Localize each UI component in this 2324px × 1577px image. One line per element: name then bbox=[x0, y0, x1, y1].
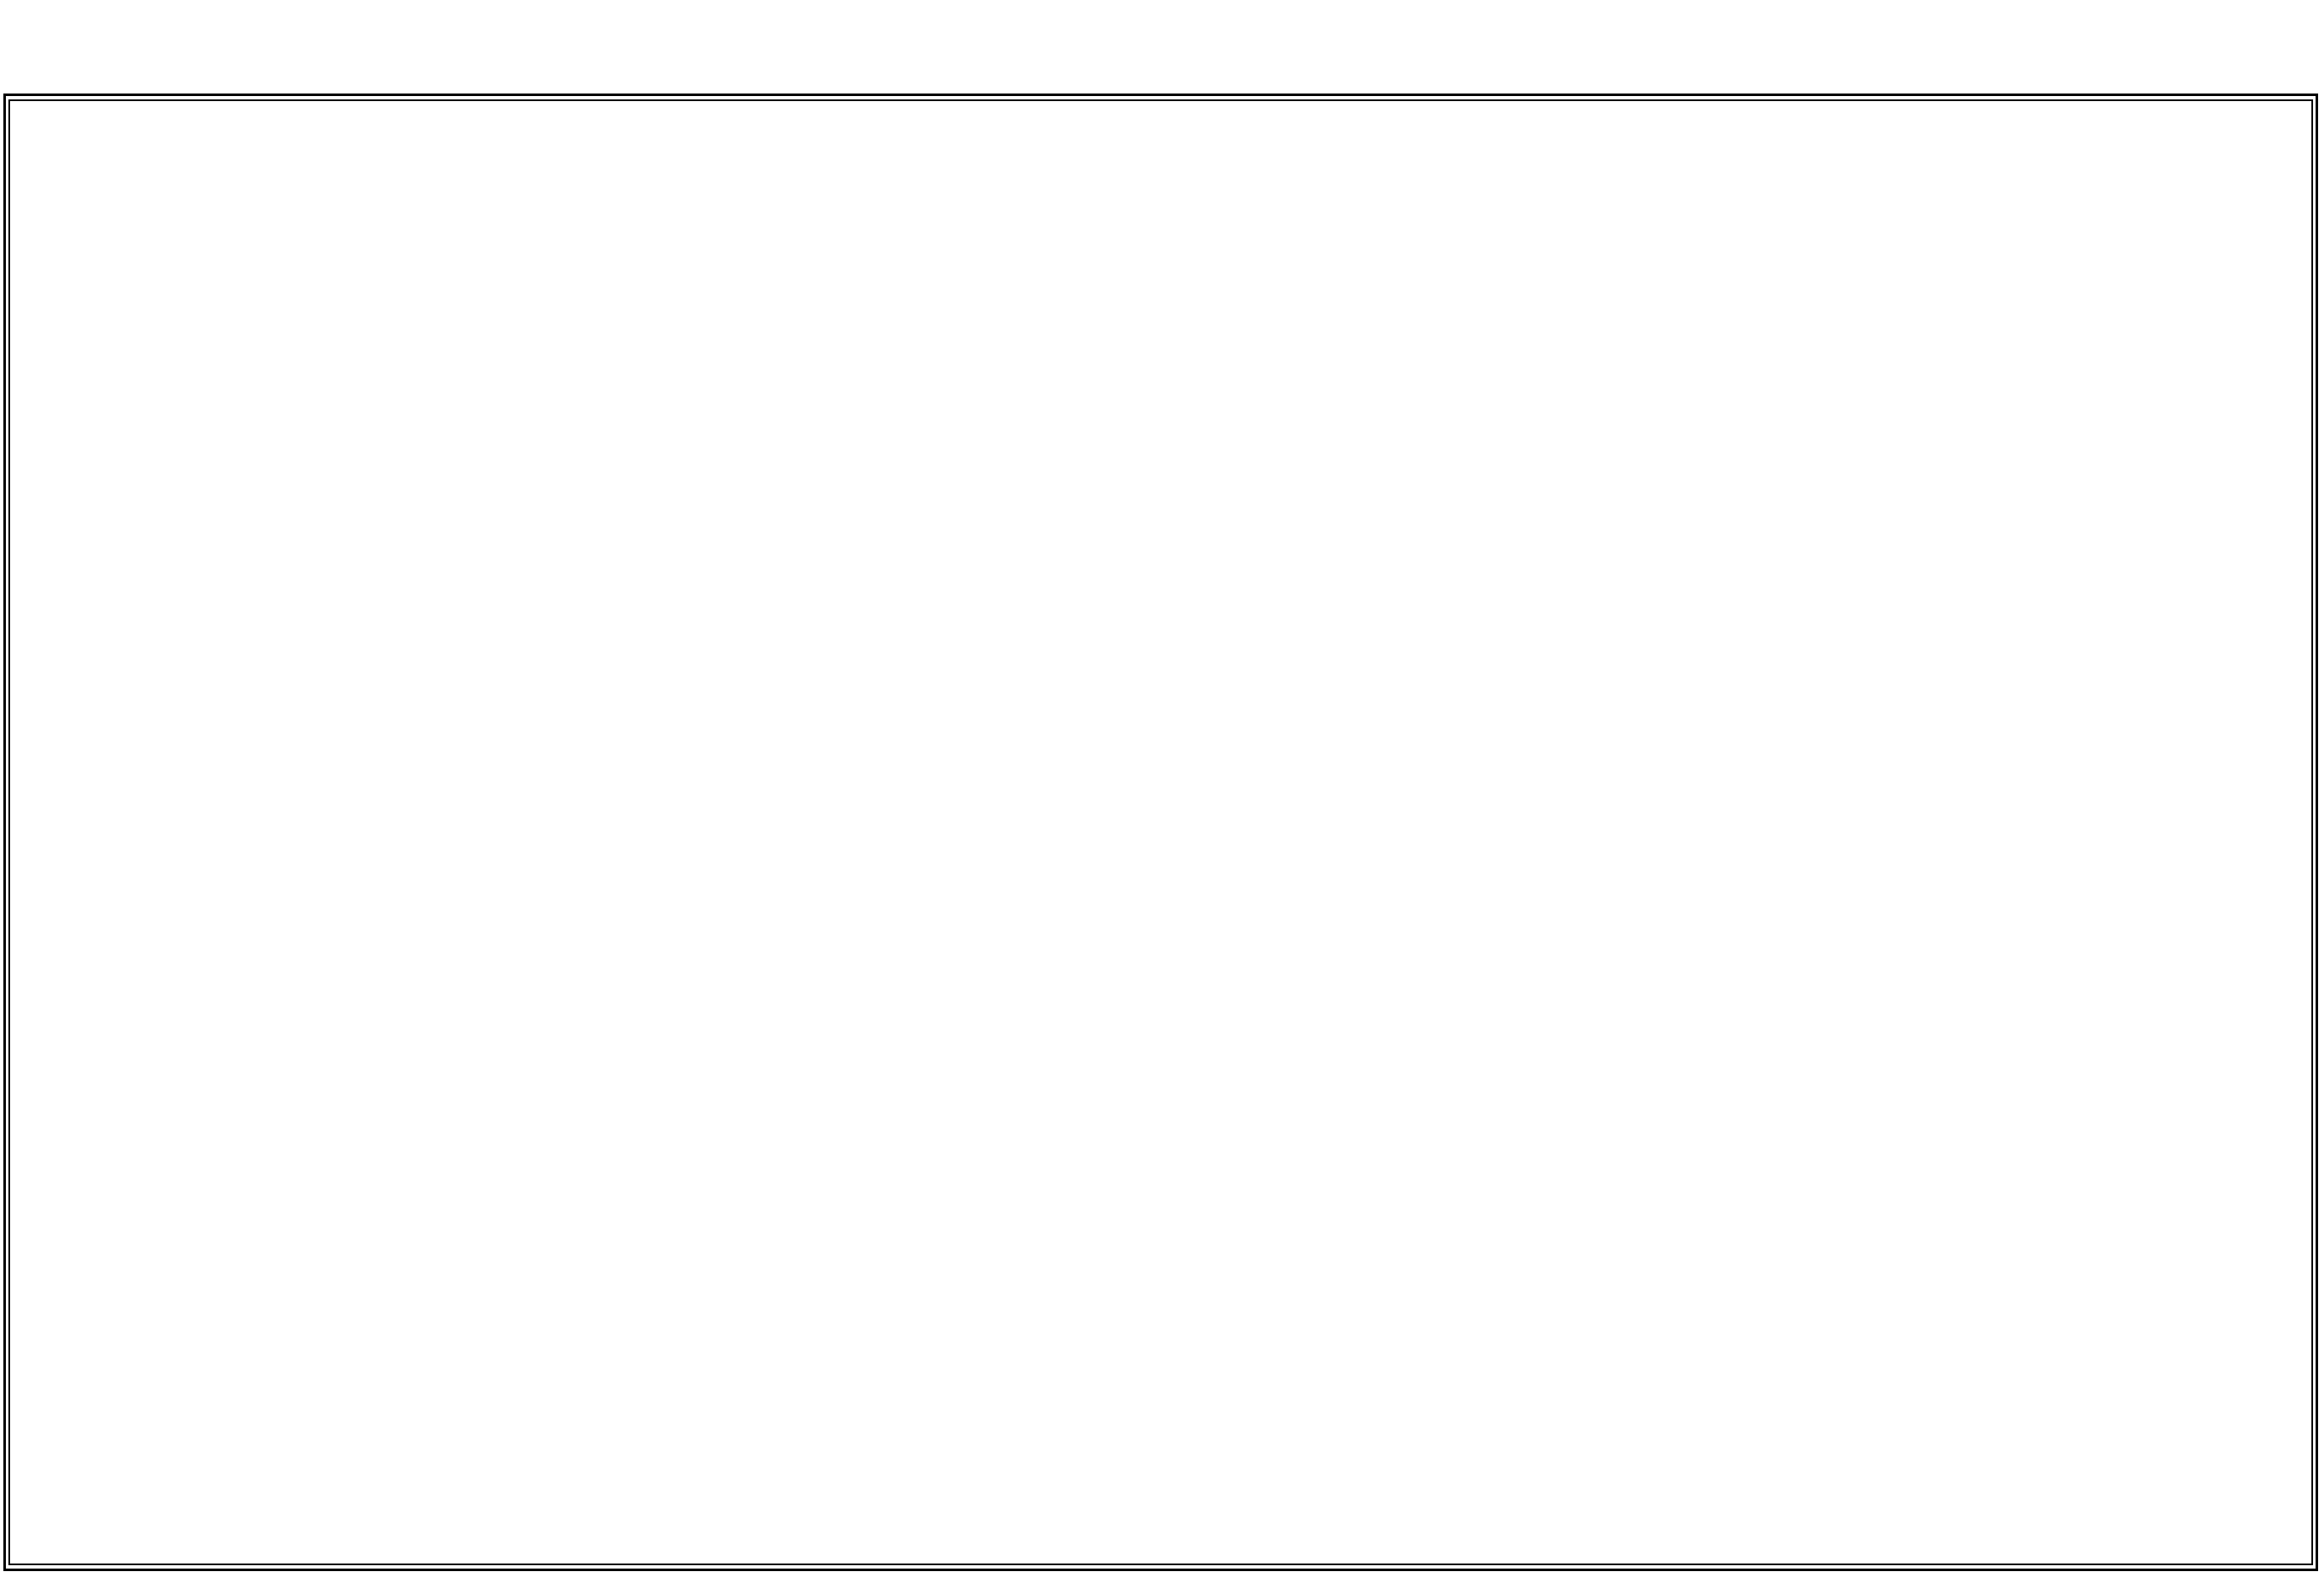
form-inner-border bbox=[8, 99, 2313, 1565]
